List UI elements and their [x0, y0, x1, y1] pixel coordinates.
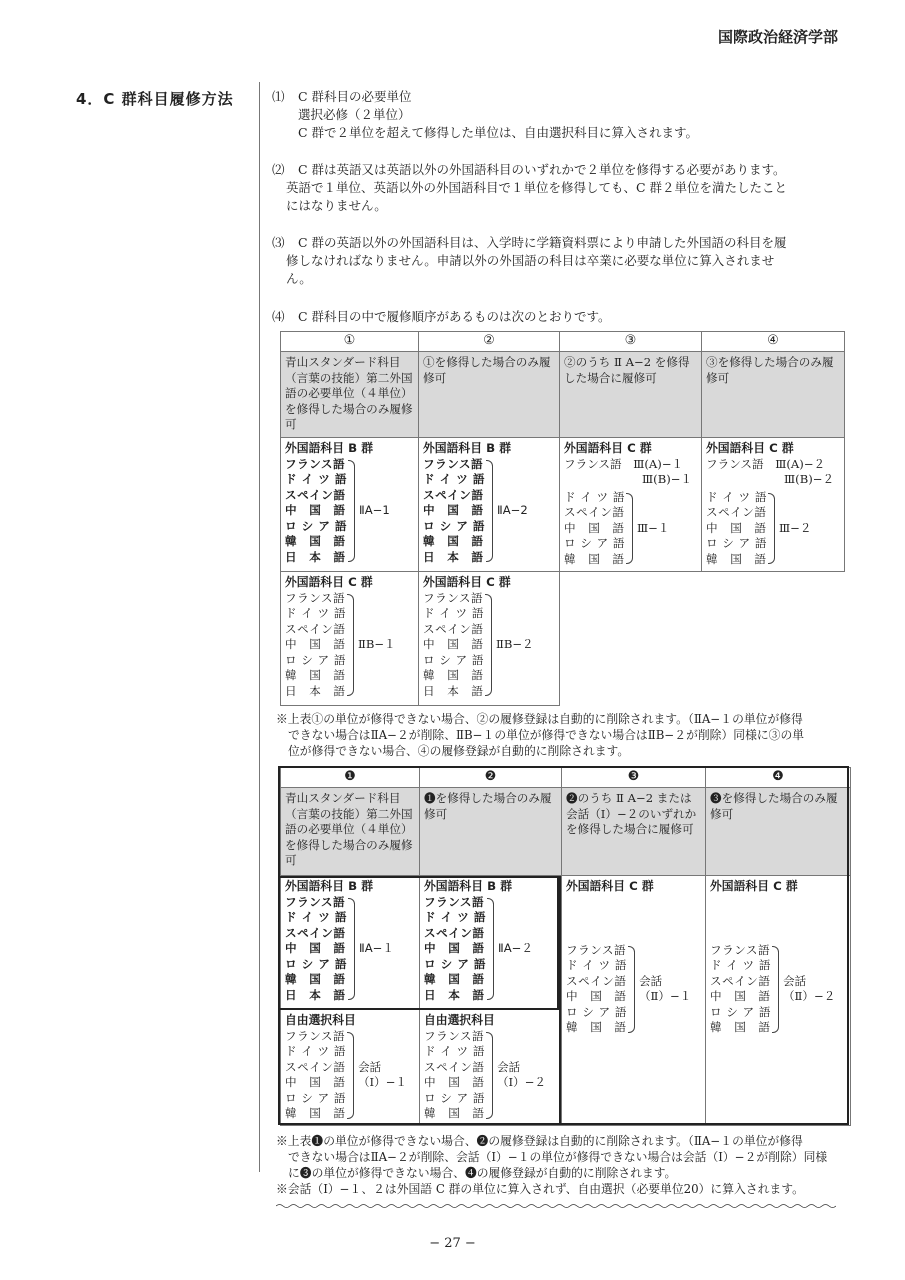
brace-icon — [772, 946, 779, 1033]
course-code: ⅡA−２ — [497, 941, 533, 955]
language-item: フランス語 — [285, 590, 346, 605]
group-title: 外国語科目 B 群 — [423, 441, 511, 455]
language-item: 韓 国 語 — [566, 1020, 627, 1034]
language-item: フランス語 — [423, 590, 484, 605]
language-item: 韓 国 語 — [285, 972, 346, 986]
paragraph-line: にはなりません。 — [286, 198, 387, 213]
language-item: ド イ ツ 語 — [285, 1044, 346, 1058]
course-code: 会話 — [638, 973, 663, 988]
brace-icon — [486, 1032, 493, 1119]
language-item: 中 国 語 — [564, 520, 625, 535]
language-item: フランス語 — [423, 456, 484, 471]
course-group-cell — [420, 876, 562, 1010]
language-item: 韓 国 語 — [564, 551, 625, 566]
language-item: 韓 国 語 — [424, 972, 485, 986]
course-group-cell — [281, 876, 420, 1010]
french-course-line: Ⅲ(B)−２ — [784, 472, 835, 486]
group-title: 外国語科目 B 群 — [285, 441, 373, 455]
language-item: フランス語 — [566, 942, 627, 957]
language-item: 日 本 語 — [423, 549, 484, 564]
faculty-header: 国際政治経済学部 — [718, 28, 839, 46]
french-course-line: フランス語 Ⅲ(A)−１ — [564, 456, 684, 471]
language-item: ド イ ツ 語 — [706, 489, 767, 504]
language-item: フランス語 — [710, 942, 771, 957]
condition-cell: ②のうち Ⅱ A−2 を修得した場合に履修可 — [560, 352, 702, 438]
language-item: ド イ ツ 語 — [423, 472, 485, 486]
language-item: スペイン語 — [564, 505, 625, 519]
empty-cell — [702, 572, 845, 706]
language-item: スペイン語 — [285, 925, 346, 940]
language-item: スペイン語 — [424, 925, 485, 940]
column-header: ④ — [702, 332, 845, 352]
note-1 — [276, 711, 856, 759]
condition-cell: ❷のうち Ⅱ A−2 または会話（Ⅰ）−２のいずれかを修得した場合に履修可 — [562, 788, 706, 876]
course-group-cell — [562, 876, 706, 1126]
language-item: 韓 国 語 — [285, 1106, 346, 1120]
condition-cell: ❶を修得した場合のみ履修可 — [420, 788, 562, 876]
course-code: 会話 — [496, 1059, 521, 1074]
condition-cell: ①を修得した場合のみ履修可 — [419, 352, 560, 438]
group-title: 外国語科目 C 群 — [706, 441, 794, 455]
language-item: ド イ ツ 語 — [710, 958, 771, 972]
paragraph-1 — [272, 88, 862, 142]
note-line: 位が修得できない場合、④の履修登録が自動的に削除されます。 — [288, 744, 630, 758]
language-item: ロ シ ア 語 — [285, 956, 347, 971]
paragraph-2 — [272, 161, 862, 215]
paragraph-line: 修しなければなりません。申請以外の外国語の科目は卒業に必要な単位に算入されませ — [286, 253, 775, 268]
language-item: フランス語 — [285, 1028, 346, 1043]
vertical-divider — [259, 82, 260, 1172]
column-header: ❸ — [562, 768, 706, 788]
paragraph-4 — [272, 308, 862, 326]
course-group-cell — [281, 438, 419, 572]
language-item: スペイン語 — [285, 621, 346, 636]
course-order-table-1 — [280, 331, 845, 706]
language-item: 韓 国 語 — [706, 551, 767, 566]
course-code: （Ⅰ）−２ — [496, 1075, 547, 1089]
language-item: 中 国 語 — [424, 941, 485, 955]
language-item: ド イ ツ 語 — [424, 1044, 485, 1058]
language-item: スペイン語 — [423, 621, 484, 636]
language-item: 韓 国 語 — [285, 668, 346, 682]
course-code: ⅡA−2 — [496, 503, 528, 517]
column-header: ❹ — [706, 768, 851, 788]
language-item: ロ シ ア 語 — [424, 956, 486, 971]
language-item: 韓 国 語 — [423, 668, 484, 682]
language-item: ロ シ ア 語 — [423, 518, 485, 533]
language-item: スペイン語 — [285, 1059, 346, 1074]
paragraph-line: 英語で１単位、英語以外の外国語科目で１単位を修得しても、C 群２単位を満たしたこと — [286, 180, 788, 195]
course-group-cell — [419, 572, 560, 706]
paragraph-line: C 群の英語以外の外国語科目は、入学時に学籍資料票により申請した外国語の科目を履 — [298, 235, 787, 250]
condition-cell: ❸を修得した場合のみ履修可 — [706, 788, 851, 876]
language-item: 中 国 語 — [285, 637, 346, 651]
language-item: 日 本 語 — [424, 987, 485, 1002]
language-item: 日 本 語 — [423, 683, 484, 698]
language-item: フランス語 — [424, 894, 485, 909]
paragraph-number: ⑷ — [272, 309, 285, 324]
language-item: ド イ ツ 語 — [424, 910, 486, 924]
language-item: スペイン語 — [706, 505, 767, 519]
note-line: ※上表❶の単位が修得できない場合、❷の履修登録は自動的に削除されます。（ⅡA−１の単位が修得 — [276, 1134, 803, 1148]
group-title: 外国語科目 C 群 — [566, 879, 654, 893]
language-item: 韓 国 語 — [285, 534, 346, 548]
section-title: 4．C 群科目履修方法 — [76, 90, 234, 108]
condition-cell: 青山スタンダード科目（言葉の技能）第二外国語の必要単位（４単位）を修得した場合のみ履修可 — [281, 788, 420, 876]
paragraph-line: 選択必修（２単位） — [298, 107, 411, 122]
note-line: できない場合はⅡA−２が削除、会話（Ⅰ）−１の単位が修得できない場合は会話（Ⅰ）−２が削除）同様 — [288, 1150, 828, 1164]
language-item: 日 本 語 — [285, 987, 346, 1002]
paragraph-3 — [272, 234, 862, 288]
course-group-cell — [560, 438, 702, 572]
note-line: ※上表①の単位が修得できない場合、②の履修登録は自動的に削除されます。（ⅡA−１の単位が修得 — [276, 712, 803, 726]
language-item: 韓 国 語 — [710, 1020, 771, 1034]
language-item: ロ シ ア 語 — [566, 1004, 627, 1019]
french-course-line: フランス語 Ⅲ(A)−２ — [706, 456, 826, 471]
paragraph-number: ⑶ — [272, 235, 285, 250]
column-header: ① — [281, 332, 419, 352]
course-group-cell — [702, 438, 845, 572]
paragraph-line: C 群科目の中で履修順序があるものは次のとおりです。 — [298, 309, 611, 324]
language-item: ロ シ ア 語 — [424, 1090, 485, 1105]
language-item: 日 本 語 — [285, 549, 346, 564]
language-item: 日 本 語 — [285, 683, 346, 698]
language-item: ロ シ ア 語 — [423, 652, 484, 667]
french-course-line: Ⅲ(B)−１ — [642, 472, 693, 486]
course-group-cell — [281, 572, 419, 706]
brace-icon — [485, 594, 492, 697]
group-title: 自由選択科目 — [424, 1013, 495, 1027]
condition-cell: 青山スタンダード科目（言葉の技能）第二外国語の必要単位（４単位）を修得した場合のみ履修可 — [281, 352, 419, 438]
language-item: フランス語 — [424, 1028, 485, 1043]
course-code: ⅡA−1 — [358, 503, 390, 517]
course-code: （Ⅰ）−１ — [357, 1075, 408, 1089]
language-item: 韓 国 語 — [424, 1106, 485, 1120]
brace-icon — [768, 493, 775, 565]
language-item: ド イ ツ 語 — [285, 910, 347, 924]
course-code: ⅡB−１ — [357, 637, 396, 651]
paragraph-line: ん。 — [286, 271, 312, 286]
course-code: Ⅲ−１ — [636, 520, 670, 535]
language-item: スペイン語 — [423, 487, 484, 502]
language-item: ド イ ツ 語 — [423, 606, 484, 620]
note-2 — [276, 1133, 856, 1197]
language-item: ロ シ ア 語 — [285, 518, 347, 533]
language-item: スペイン語 — [424, 1059, 485, 1074]
column-header: ❷ — [420, 768, 562, 788]
brace-icon — [347, 594, 354, 697]
language-item: ロ シ ア 語 — [706, 536, 767, 550]
language-item: ロ シ ア 語 — [710, 1004, 771, 1019]
brace-icon — [487, 898, 494, 1001]
paragraph-line: C 群で２単位を超えて修得した単位は、自由選択科目に算入されます。 — [298, 125, 699, 140]
language-item: ロ シ ア 語 — [285, 1090, 346, 1105]
course-code: （Ⅱ）−１ — [638, 989, 692, 1003]
note-line: できない場合はⅡA−２が削除、ⅡB−１の単位が修得できない場合はⅡB−２が削除）同様に③の単 — [288, 728, 805, 742]
course-order-table-2 — [280, 767, 851, 1126]
course-code: 会話 — [357, 1059, 382, 1074]
language-item: 中 国 語 — [285, 503, 346, 517]
page-number: − 27 − — [429, 1236, 476, 1251]
group-title: 外国語科目 C 群 — [285, 575, 373, 589]
course-code: Ⅲ−２ — [778, 520, 812, 535]
language-item: ド イ ツ 語 — [566, 958, 627, 972]
language-item: ド イ ツ 語 — [564, 489, 625, 504]
course-group-cell — [281, 1010, 420, 1126]
language-item: 中 国 語 — [285, 941, 346, 955]
empty-cell — [560, 572, 702, 706]
group-title: 外国語科目 B 群 — [424, 879, 512, 893]
group-title: 外国語科目 C 群 — [423, 575, 511, 589]
language-item: スペイン語 — [710, 973, 771, 988]
language-item: フランス語 — [285, 894, 346, 909]
language-item: スペイン語 — [285, 487, 346, 502]
brace-icon — [347, 1032, 354, 1119]
language-item: フランス語 — [285, 456, 346, 471]
language-item: 韓 国 語 — [423, 534, 484, 548]
column-header: ❶ — [281, 768, 420, 788]
brace-icon — [626, 493, 633, 565]
brace-icon — [486, 460, 493, 563]
language-item: 中 国 語 — [423, 637, 484, 651]
course-code: （Ⅱ）−２ — [782, 989, 836, 1003]
language-item: 中 国 語 — [566, 989, 627, 1003]
course-group-cell — [420, 1010, 562, 1126]
language-item: ロ シ ア 語 — [285, 652, 346, 667]
note-3: ※会話（Ⅰ）−１、２は外国語 C 群の単位に算入されず、自由選択（必要単位20）に算入されます。 — [276, 1182, 804, 1196]
language-item: ド イ ツ 語 — [285, 472, 347, 486]
course-group-cell — [419, 438, 560, 572]
language-item: 中 国 語 — [710, 989, 771, 1003]
brace-icon — [348, 898, 355, 1001]
group-title: 外国語科目 C 群 — [564, 441, 652, 455]
column-header: ② — [419, 332, 560, 352]
paragraph-number: ⑵ — [272, 162, 285, 177]
note-line: に❸の単位が修得できない場合、❹の履修登録が自動的に削除されます。 — [288, 1166, 677, 1180]
language-item: 中 国 語 — [424, 1075, 485, 1089]
course-group-cell — [706, 876, 851, 1126]
group-title: 自由選択科目 — [285, 1013, 356, 1027]
course-code: ⅡA−１ — [358, 941, 394, 955]
brace-icon — [348, 460, 355, 563]
language-item: ロ シ ア 語 — [564, 536, 625, 550]
paragraph-line: C 群は英語又は英語以外の外国語科目のいずれかで２単位を修得する必要があります。 — [298, 162, 786, 177]
brace-icon — [628, 946, 635, 1033]
language-item: 中 国 語 — [423, 503, 484, 517]
course-code: ⅡB−２ — [495, 637, 534, 651]
paragraph-number: ⑴ — [272, 89, 285, 104]
condition-cell: ③を修得した場合のみ履修可 — [702, 352, 845, 438]
language-item: 中 国 語 — [285, 1075, 346, 1089]
group-title: 外国語科目 B 群 — [285, 879, 373, 893]
course-code: 会話 — [782, 973, 807, 988]
language-item: 中 国 語 — [706, 520, 767, 535]
group-title: 外国語科目 C 群 — [710, 879, 798, 893]
column-header: ③ — [560, 332, 702, 352]
language-item: ド イ ツ 語 — [285, 606, 346, 620]
language-item: スペイン語 — [566, 973, 627, 988]
paragraph-line: C 群科目の必要単位 — [298, 89, 412, 104]
wavy-underline — [276, 1203, 836, 1209]
